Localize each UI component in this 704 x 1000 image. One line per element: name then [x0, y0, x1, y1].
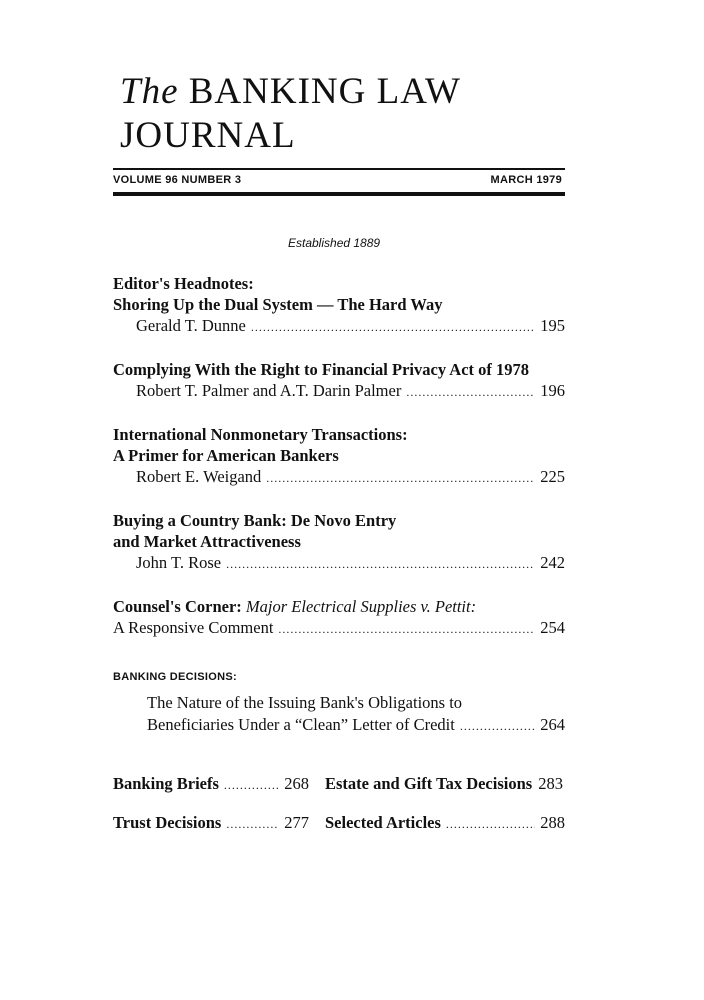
counsel-subtitle: A Responsive Comment	[113, 618, 274, 637]
dot-leader	[224, 775, 279, 796]
toc-entry-title-line: International Nonmonetary Transactions:	[113, 425, 408, 444]
masthead-title: BANKING LAW JOURNAL	[120, 71, 461, 156]
toc-entry-title-line: Shoring Up the Dual System — The Hard Way	[113, 295, 443, 314]
dept-page: 283	[538, 774, 563, 793]
dot-leader	[446, 814, 535, 835]
dot-leader	[266, 468, 535, 489]
toc-entry-author-row	[113, 380, 565, 403]
banking-decisions-row	[147, 714, 565, 737]
banking-decisions-line: Beneficiaries Under a “Clean” Letter of Credit	[147, 715, 455, 734]
dot-leader	[226, 814, 279, 835]
issue-line	[113, 173, 565, 187]
toc-entry-author: Robert T. Palmer and A.T. Darin Palmer	[136, 381, 402, 400]
toc-entry-title-line: and Market Attractiveness	[113, 532, 301, 551]
dot-leader	[406, 382, 535, 403]
dept-page: 268	[284, 774, 309, 793]
counsel-title-line	[113, 596, 565, 617]
toc-entry-page: 242	[540, 553, 565, 572]
masthead-the: The	[120, 71, 179, 112]
banking-decisions-line: The Nature of the Issuing Bank's Obligations to	[147, 693, 463, 712]
dept-label: Trust Decisions	[113, 813, 222, 832]
toc-entry-author: John T. Rose	[136, 553, 222, 572]
dot-leader	[251, 317, 535, 338]
journal-masthead	[120, 70, 565, 158]
counsel-case: Major Electrical Supplies v. Pettit:	[245, 597, 477, 616]
toc-entry-title-line: Buying a Country Bank: De Novo Entry	[113, 511, 397, 530]
toc-entry-author-row	[113, 466, 565, 489]
toc-entry-page: 196	[540, 381, 565, 400]
journal-contents-page	[113, 70, 565, 835]
toc-entry-counsel	[113, 596, 565, 640]
toc-entry	[113, 359, 565, 403]
issue-date: MARCH 1979	[490, 174, 562, 186]
banking-decisions-page: 264	[540, 715, 565, 734]
toc-entry-author: Gerald T. Dunne	[136, 316, 246, 335]
departments-grid	[113, 773, 565, 835]
table-of-contents	[113, 273, 565, 835]
toc-entry-title-line: Editor's Headnotes:	[113, 274, 254, 293]
dept-trust-decisions	[113, 812, 309, 835]
dept-estate-gift-tax	[309, 773, 565, 796]
toc-entry-page: 225	[540, 467, 565, 486]
banking-decisions-body	[113, 692, 565, 737]
dot-leader	[460, 715, 535, 737]
masthead-rule-thick	[113, 192, 565, 196]
toc-entry	[113, 510, 565, 575]
toc-entry-title-line: A Primer for American Bankers	[113, 446, 339, 465]
toc-entry-page: 195	[540, 316, 565, 335]
dept-label: Selected Articles	[325, 813, 441, 832]
dept-label: Estate and Gift Tax Decisions	[325, 774, 533, 793]
dept-page: 288	[540, 813, 565, 832]
toc-entry-author: Robert E. Weigand	[136, 467, 262, 486]
counsel-label: Counsel's Corner:	[113, 597, 242, 616]
toc-entry-author-row	[113, 315, 565, 338]
dot-leader	[226, 554, 535, 575]
dept-selected-articles	[309, 812, 565, 835]
counsel-page: 254	[540, 618, 565, 637]
dot-leader	[278, 619, 535, 640]
issue-volume: VOLUME 96 NUMBER 3	[113, 174, 242, 186]
dept-page: 277	[284, 813, 309, 832]
dept-banking-briefs	[113, 773, 309, 796]
toc-entry	[113, 424, 565, 489]
toc-entry	[113, 273, 565, 338]
toc-entry-title-line: Complying With the Right to Financial Privacy Act of 1978	[113, 360, 530, 379]
banking-decisions-heading: BANKING DECISIONS:	[113, 671, 237, 683]
masthead-rule-thin	[113, 168, 565, 170]
established-note: Established 1889	[288, 236, 381, 250]
dept-label: Banking Briefs	[113, 774, 219, 793]
counsel-subtitle-row	[113, 617, 565, 640]
toc-entry-author-row	[113, 552, 565, 575]
